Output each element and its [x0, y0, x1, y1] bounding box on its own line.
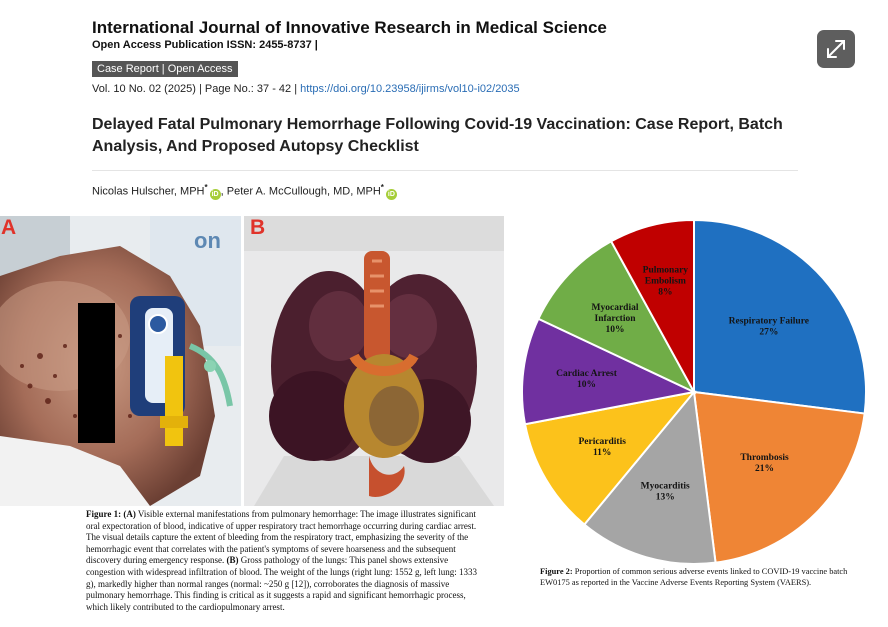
- figure1-label: Figure 1:: [86, 509, 122, 519]
- author-mark: *: [204, 183, 208, 192]
- orcid-icon[interactable]: iD: [387, 190, 395, 198]
- figure1-photo-b: [244, 216, 504, 506]
- expand-icon: [817, 30, 855, 68]
- citation-line: [92, 83, 520, 95]
- pie-value-label: 8%: [658, 287, 673, 298]
- panel-a-label: A: [1, 216, 17, 239]
- pie-category-label: Pulmonary: [642, 265, 689, 276]
- pie-category-label: Thrombosis: [740, 453, 789, 464]
- expand-button[interactable]: [817, 30, 855, 68]
- lungs-photo: [244, 216, 504, 506]
- pie-category-label: Embolism: [644, 276, 686, 287]
- article-title: Delayed Fatal Pulmonary Hemorrhage Following Covid-19 Vaccination: Case Report, Batch Analysis, And Proposed Autopsy Checklist: [92, 116, 783, 155]
- author-name: Peter A. McCullough, MD, MPH: [226, 185, 381, 198]
- pie-category-label: Cardiac Arrest: [556, 368, 617, 379]
- caption-a-tag: (A): [123, 509, 136, 519]
- pie-category-label: Infarction: [594, 313, 636, 324]
- author-separator: ,: [220, 185, 224, 198]
- pie-category-label: Respiratory Failure: [728, 316, 809, 327]
- pie-value-label: 10%: [576, 379, 596, 390]
- figure1-caption: [86, 509, 481, 613]
- figure2-caption: [540, 566, 870, 588]
- caption-b-text: Gross pathology of the lungs: This panel shows extensive congestion with widespread infiltration of blood. The weight of the lungs (right lung: 1552 g, left lung: 1333 g), markedly higher than normal ranges (normal: ~250 g [12]), corroborates the diagnosis of massive pulmonary hemorrhage. This finding is critical as it suggests a rapid and significant hemorrhagic process, which likely contributed to the cardiopulmonary arrest.: [86, 555, 478, 612]
- author-mark: *: [380, 183, 384, 192]
- figure1-photo-a: [0, 216, 241, 506]
- header-divider: [92, 170, 798, 171]
- figure2-caption-text: Proportion of common serious adverse events linked to COVID-19 vaccine batch EW0175 as reported in the Vaccine Adverse Events Reporting System (VAERS).: [540, 567, 848, 587]
- journal-title: International Journal of Innovative Research in Medical Science: [92, 18, 607, 37]
- author-list: [92, 183, 397, 200]
- pie-category-label: Myocarditis: [640, 481, 690, 492]
- doi-link[interactable]: https://doi.org/10.23958/ijirms/vol10-i02/2035: [300, 83, 520, 95]
- issn-line: Open Access Publication ISSN: 2455-8737 |: [92, 39, 318, 51]
- caption-b-tag: (B): [226, 555, 239, 566]
- pie-value-label: 27%: [759, 327, 779, 338]
- pie-category-label: Pericarditis: [578, 436, 626, 447]
- pie-value-label: 21%: [755, 464, 775, 475]
- figure2-label: Figure 2:: [540, 567, 573, 576]
- pie-value-label: 13%: [655, 492, 675, 503]
- article-type-badge: Case Report | Open Access: [92, 61, 238, 77]
- citation-volume-pages: Vol. 10 No. 02 (2025) | Page No.: 37 - 42 |: [92, 83, 298, 95]
- orcid-icon[interactable]: iD: [211, 190, 219, 198]
- author-name: Nicolas Hulscher, MPH: [92, 185, 205, 198]
- caption-a-text: Visible external manifestations from pulmonary hemorrhage: The image illustrates significant oral expectoration of blood, indicative of upper respiratory tract hemorrhage occurring during cardiac arrest. The visual details capture the extent of bleeding from the respiratory tract, emphasizing the severity of the hemorrhagic event that correlates with the patient's symptoms of severe hoarseness and the subsequent discovery during emergency response.: [86, 509, 477, 566]
- patient-photo: [0, 216, 241, 506]
- pie-value-label: 11%: [592, 447, 612, 458]
- pie-slice-thrombosis: [694, 392, 865, 563]
- adverse-events-pie-chart: [512, 212, 876, 566]
- pie-value-label: 10%: [605, 324, 625, 335]
- photo-text-fragment: on: [194, 228, 221, 253]
- pie-category-label: Myocardial: [591, 302, 639, 313]
- panel-b-label: B: [250, 216, 266, 239]
